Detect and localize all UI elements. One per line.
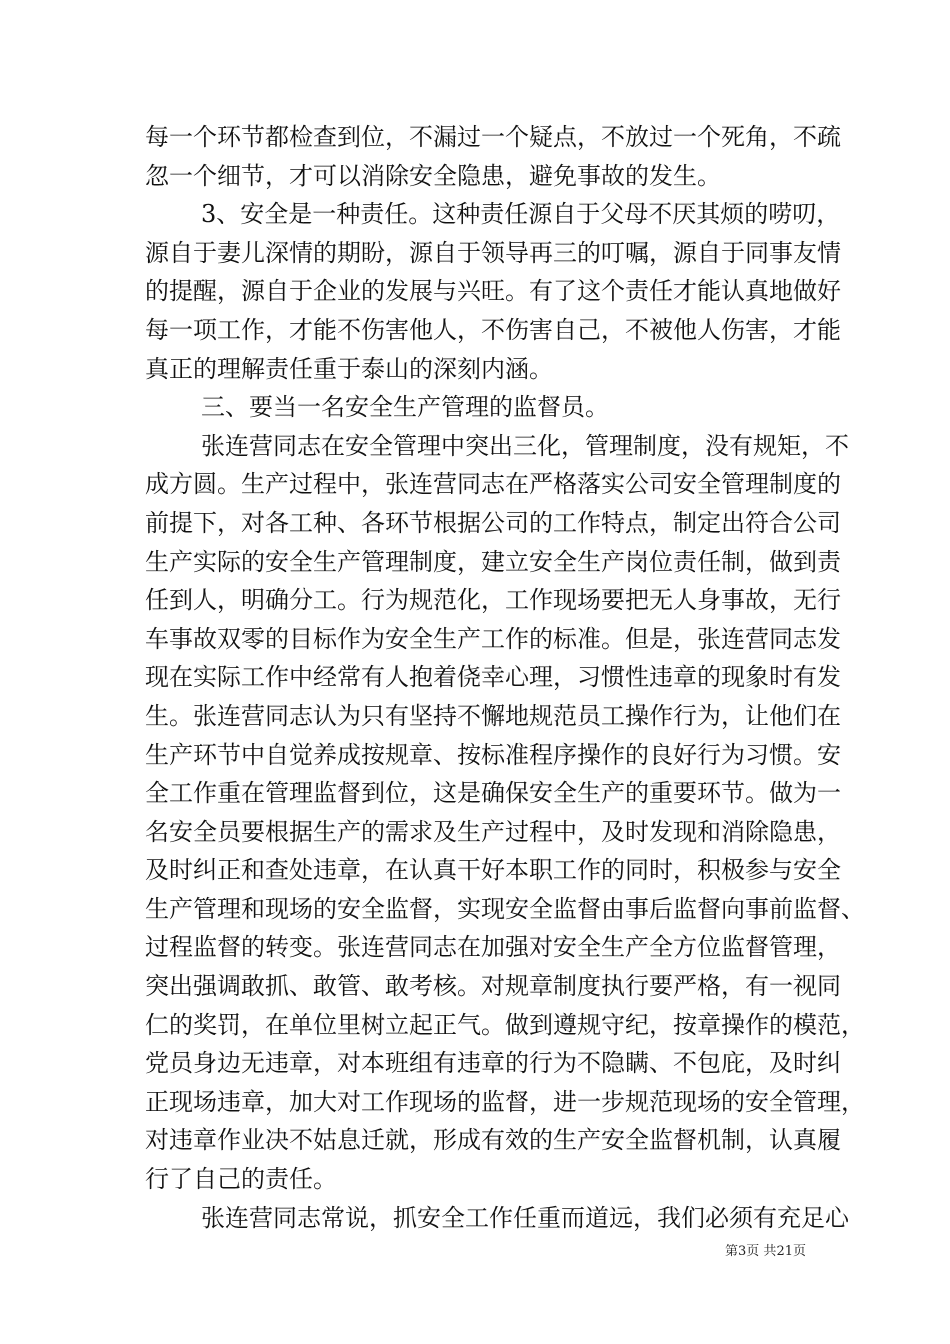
text-line: 对违章作业决不姑息迁就，形成有效的生产安全监督机制，认真履 bbox=[145, 1126, 841, 1155]
text-line: 党员身边无违章，对本班组有违章的行为不隐瞒、不包庇，及时纠 bbox=[145, 1049, 841, 1078]
text-line: 成方圆。生产过程中，张连营同志在严格落实公司安全管理制度的 bbox=[145, 470, 841, 499]
text-line: 现在实际工作中经常有人抱着侥幸心理，习惯性违章的现象时有发 bbox=[145, 663, 841, 692]
text-line: 行了自己的责任。 bbox=[145, 1165, 337, 1194]
text-line: 生产环节中自觉养成按规章、按标准程序操作的良好行为习惯。安 bbox=[145, 740, 841, 769]
paragraph-start: 张连营同志在安全管理中突出三化，管理制度，没有规矩，不 bbox=[201, 431, 849, 460]
paragraph-start: 张连营同志常说，抓安全工作任重而道远，我们必须有充足心 bbox=[201, 1203, 849, 1232]
text-line: 的提醒，源自于企业的发展与兴旺。有了这个责任才能认真地做好 bbox=[145, 277, 841, 306]
text-line: 及时纠正和查处违章，在认真干好本职工作的同时，积极参与安全 bbox=[145, 856, 841, 885]
text-line: 生。张连营同志认为只有坚持不懈地规范员工操作行为，让他们在 bbox=[145, 701, 841, 730]
footer-suffix: 页 bbox=[792, 1244, 806, 1259]
total-pages-number: 21 bbox=[776, 1244, 793, 1259]
text-line: 名安全员要根据生产的需求及生产过程中，及时发现和消除隐患， bbox=[145, 817, 841, 846]
footer-prefix: 第 bbox=[725, 1244, 739, 1259]
page-footer bbox=[725, 1243, 806, 1261]
footer-middle: 页 共 bbox=[746, 1244, 777, 1259]
text-line: 每一项工作，才能不伤害他人，不伤害自己，不被他人伤害，才能 bbox=[145, 315, 841, 344]
text-line: 每一个环节都检查到位，不漏过一个疑点，不放过一个死角，不疏 bbox=[145, 123, 841, 151]
text-line: 全工作重在管理监督到位，这是确保安全生产的重要环节。做为一 bbox=[145, 779, 841, 808]
text-line: 前提下，对各工种、各环节根据公司的工作特点，制定出符合公司 bbox=[145, 508, 841, 537]
text-line: 车事故双零的目标作为安全生产工作的标准。但是，张连营同志发 bbox=[145, 624, 841, 653]
body-text bbox=[145, 118, 865, 1237]
text-line: 真正的理解责任重于泰山的深刻内涵。 bbox=[145, 354, 553, 383]
text-line: 忽一个细节，才可以消除安全隐患，避免事故的发生。 bbox=[145, 161, 721, 190]
text-line: 正现场违章，加大对工作现场的监督，进一步规范现场的安全管理， bbox=[145, 1087, 865, 1116]
text-line: 生产管理和现场的安全监督，实现安全监督由事后监督向事前监督、 bbox=[145, 894, 865, 923]
text-line: 突出强调敢抓、敢管、敢考核。对规章制度执行要严格，有一视同 bbox=[145, 972, 841, 1001]
current-page-number: 3 bbox=[738, 1244, 747, 1259]
text-line: 源自于妻儿深情的期盼，源自于领导再三的叮嘱，源自于同事友情 bbox=[145, 238, 841, 267]
text-line: 仁的奖罚，在单位里树立起正气。做到遵规守纪，按章操作的模范， bbox=[145, 1010, 865, 1039]
text-line: 任到人，明确分工。行为规范化，工作现场要把无人身事故，无行 bbox=[145, 586, 841, 615]
text-line: 过程监督的转变。张连营同志在加强对安全生产全方位监督管理， bbox=[145, 933, 841, 962]
text-line: 生产实际的安全生产管理制度，建立安全生产岗位责任制，做到责 bbox=[145, 547, 841, 576]
section-heading: 三、要当一名安全生产管理的监督员。 bbox=[201, 393, 609, 422]
paragraph-start: 3、安全是一种责任。这种责任源自于父母不厌其烦的唠叨， bbox=[201, 200, 841, 229]
